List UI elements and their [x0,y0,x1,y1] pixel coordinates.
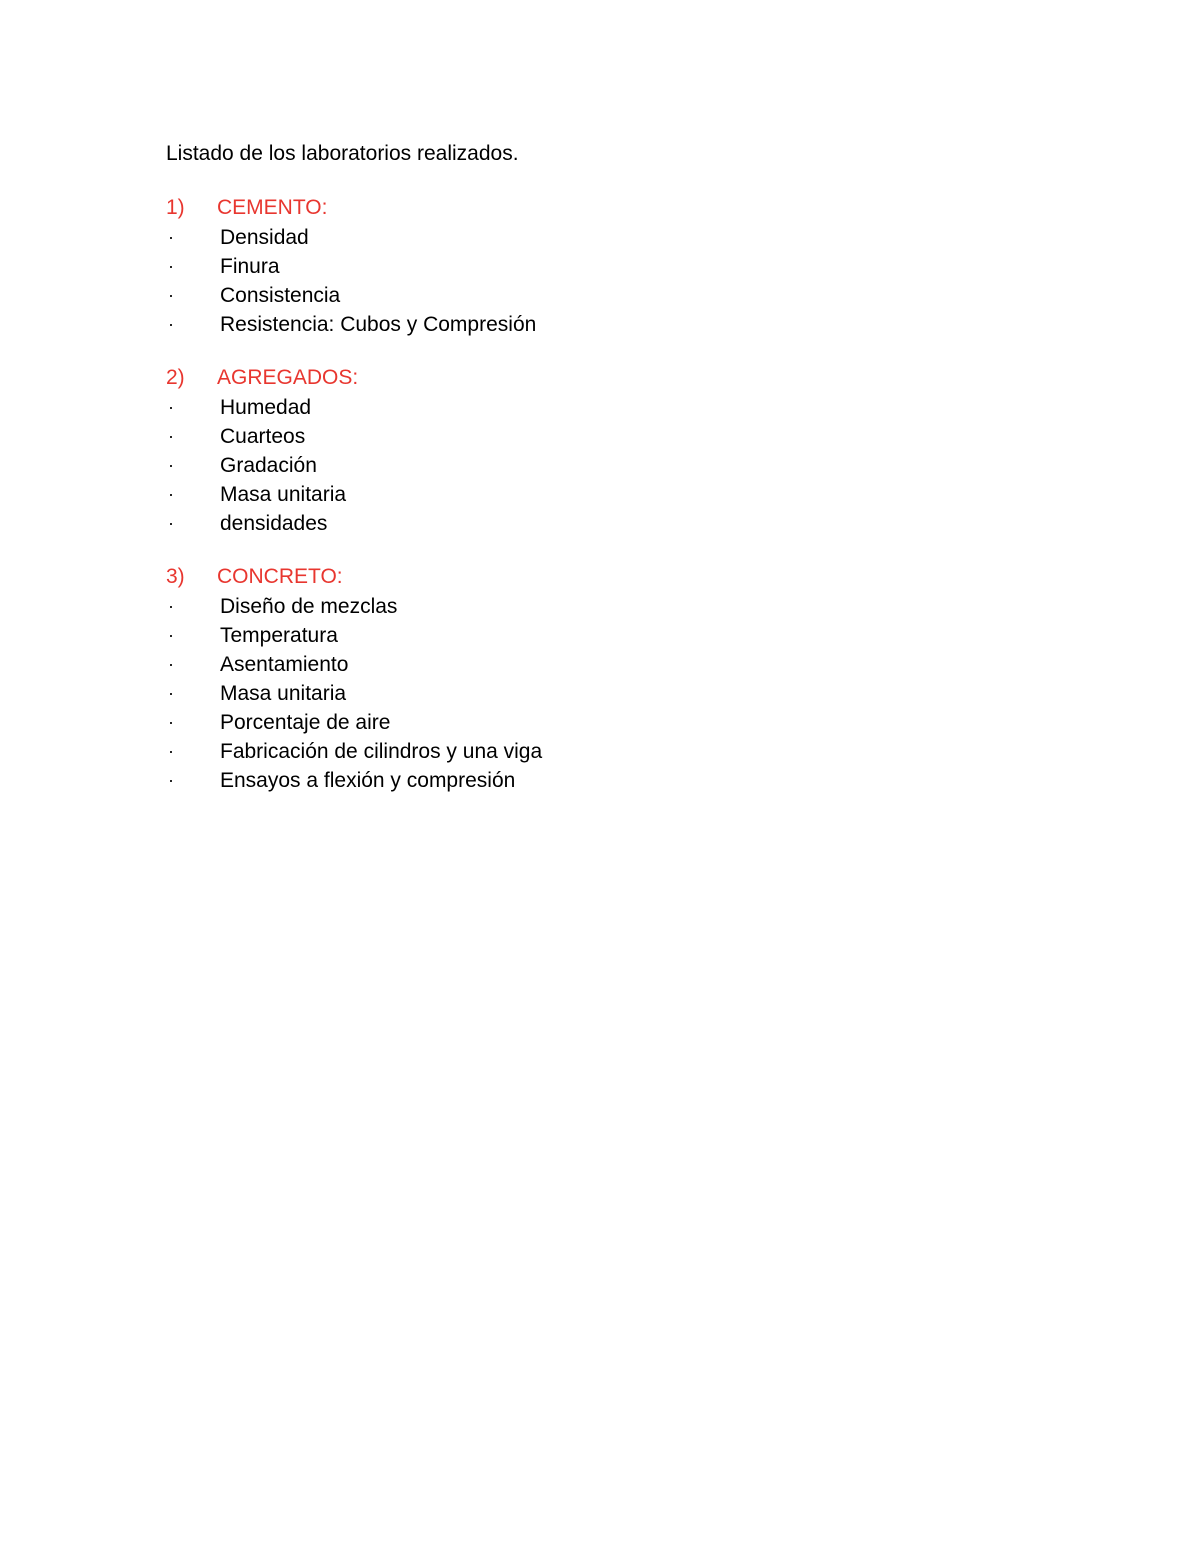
bullet-icon: · [168,256,174,276]
document-content [166,139,1066,795]
list-item-label: Asentamiento [220,653,349,676]
list-item [166,708,1066,737]
list-item-label: Porcentaje de aire [220,711,391,734]
list-item [166,737,1066,766]
list-item-label: Temperatura [220,624,338,647]
section-number: 2) [166,366,185,389]
section-heading [166,193,1066,223]
list-item [166,650,1066,679]
list-item-label: Cuarteos [220,425,306,448]
list-item [166,766,1066,795]
bullet-icon: · [168,227,174,247]
section-heading [166,562,1066,592]
bullet-icon: · [168,426,174,446]
section-title: AGREGADOS: [217,366,359,389]
list-item-label: Gradación [220,454,317,477]
list-item [166,621,1066,650]
list-item [166,480,1066,509]
bullet-icon: · [168,397,174,417]
bullet-icon: · [168,513,174,533]
list-item [166,281,1066,310]
list-item-label: Masa unitaria [220,682,347,705]
section-title: CONCRETO: [217,565,343,588]
list-item-label: Finura [220,255,280,278]
list-item-label: Consistencia [220,284,341,307]
list-item-label: Ensayos a flexión y compresión [220,769,516,792]
document-title: Listado de los laboratorios realizados. [166,142,519,165]
bullet-icon: · [168,654,174,674]
list-item [166,679,1066,708]
bullet-icon: · [168,712,174,732]
list-item-label: Fabricación de cilindros y una viga [220,740,543,763]
section-agregados [166,363,1066,538]
list-item [166,393,1066,422]
bullet-icon: · [168,683,174,703]
section-cemento [166,193,1066,339]
list-item [166,451,1066,480]
list-item-label: Diseño de mezclas [220,595,398,618]
list-item-label: Humedad [220,396,312,419]
bullet-icon: · [168,741,174,761]
bullet-icon: · [168,314,174,334]
section-concreto [166,562,1066,795]
list-item [166,310,1066,339]
bullet-icon: · [168,625,174,645]
list-item [166,223,1066,252]
section-number: 3) [166,565,185,588]
list-item-label: Densidad [220,226,309,249]
list-item-label: Resistencia: Cubos y Compresión [220,313,537,336]
section-title: CEMENTO: [217,196,328,219]
bullet-icon: · [168,596,174,616]
section-number: 1) [166,196,185,219]
bullet-icon: · [168,484,174,504]
list-item-label: Masa unitaria [220,483,347,506]
bullet-icon: · [168,770,174,790]
list-item [166,252,1066,281]
section-heading [166,363,1066,393]
list-item [166,509,1066,538]
list-item-label: densidades [220,512,328,535]
bullet-icon: · [168,455,174,475]
list-item [166,422,1066,451]
bullet-icon: · [168,285,174,305]
list-item [166,592,1066,621]
